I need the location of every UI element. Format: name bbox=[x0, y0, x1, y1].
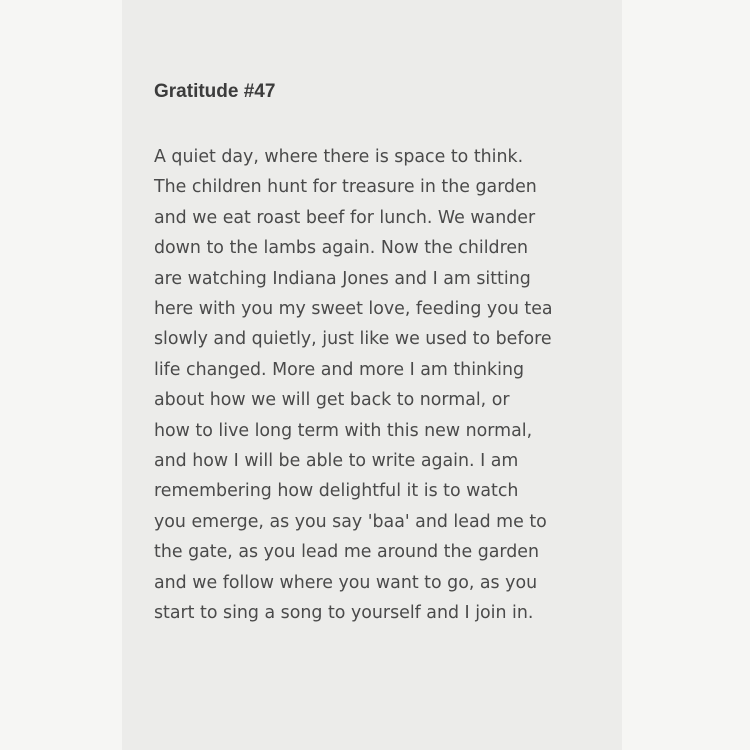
note-line: and we follow where you want to go, as you bbox=[154, 572, 538, 593]
note-line: slowly and quietly, just like we used to before bbox=[154, 329, 552, 350]
note-line: about how we will get back to normal, or bbox=[154, 390, 510, 411]
note-line: down to the lambs again. Now the children bbox=[154, 238, 529, 259]
note-line: and how I will be able to write again. I am bbox=[154, 451, 519, 472]
note-title: Gratitude #47 bbox=[154, 81, 276, 102]
note-line: you emerge, as you say 'baa' and lead me to bbox=[154, 511, 547, 532]
note-line: remembering how delightful it is to watch bbox=[154, 481, 519, 502]
note-line: life changed. More and more I am thinking bbox=[154, 359, 525, 380]
note-line: the gate, as you lead me around the garden bbox=[154, 542, 540, 563]
note-line: and we eat roast beef for lunch. We wander bbox=[154, 207, 536, 228]
note-line: A quiet day, where there is space to think. bbox=[154, 147, 524, 167]
note-line: how to live long term with this new normal, bbox=[154, 420, 533, 441]
note-line: here with you my sweet love, feeding you tea bbox=[154, 299, 553, 320]
note-line: The children hunt for treasure in the garden bbox=[154, 177, 537, 198]
note-body bbox=[154, 142, 604, 629]
note-line: are watching Indiana Jones and I am sitting bbox=[154, 268, 531, 289]
note-line: start to sing a song to yourself and I join in. bbox=[154, 603, 534, 624]
